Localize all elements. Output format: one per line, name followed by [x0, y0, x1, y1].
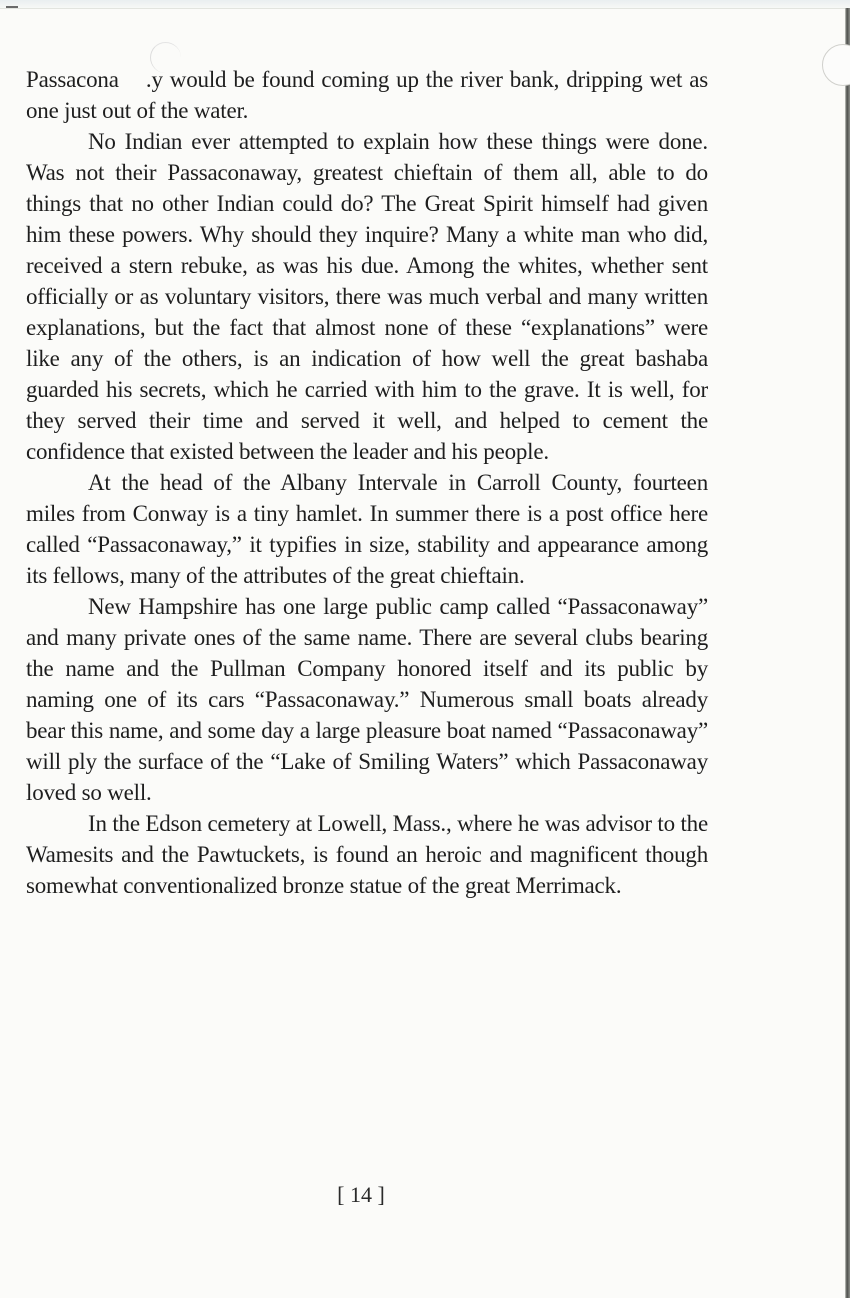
- paragraph-1: Passacona .y would be found coming up the river bank, dripping wet as one just out of the water.: [26, 67, 708, 123]
- paragraph-4: New Hampshire has one large public camp called “Passaconaway” and many private ones of the same name. There are several clubs bearing the name and the Pullman Company honored itself and its public by naming one of its cars “Passaconaway.” Numerous small boats already bear this name, and some day a large pleasure boat named “Passaconaway” will ply the surface of the “Lake of Smiling Waters” which Passaconaway loved so well.: [26, 594, 708, 805]
- paragraph-5: In the Edson cemetery at Lowell, Mass., where he was advisor to the Wamesits and the Pawtuckets, is found an heroic and magnificent though somewhat conventionalized bronze statue of the great Merrimack.: [26, 811, 708, 898]
- scan-right-edge: [845, 8, 850, 1298]
- scan-mark: [6, 6, 18, 8]
- paragraph-2: No Indian ever attempted to explain how these things were done. Was not their Passaconaway, greatest chieftain of them all, able to do things that no other Indian could do? The Great Spirit himself had given him these powers. Why should they inquire? Many a white man who did, received a stern rebuke, as was his due. Among the whites, whether sent officially or as voluntary visitors, there was much verbal and many written explanations, but the fact that almost none of these “explanations” were like any of the others, is an indication of how well the great bashaba guarded his secrets, which he carried with him to the grave. It is well, for they served their time and served it well, and helped to cement the confidence that existed between the leader and his people.: [26, 129, 708, 464]
- paragraph-3: At the head of the Albany Intervale in Carroll County, fourteen miles from Conway is a tiny hamlet. In summer there is a post office here called “Passaconaway,” it typifies in size, stability and appearance among its fellows, many of the attributes of the great chieftain.: [26, 470, 708, 588]
- page-body: [26, 64, 708, 901]
- punch-hole: [822, 44, 850, 86]
- page-number: [ 14 ]: [337, 1182, 385, 1207]
- scan-top-edge: [0, 0, 850, 9]
